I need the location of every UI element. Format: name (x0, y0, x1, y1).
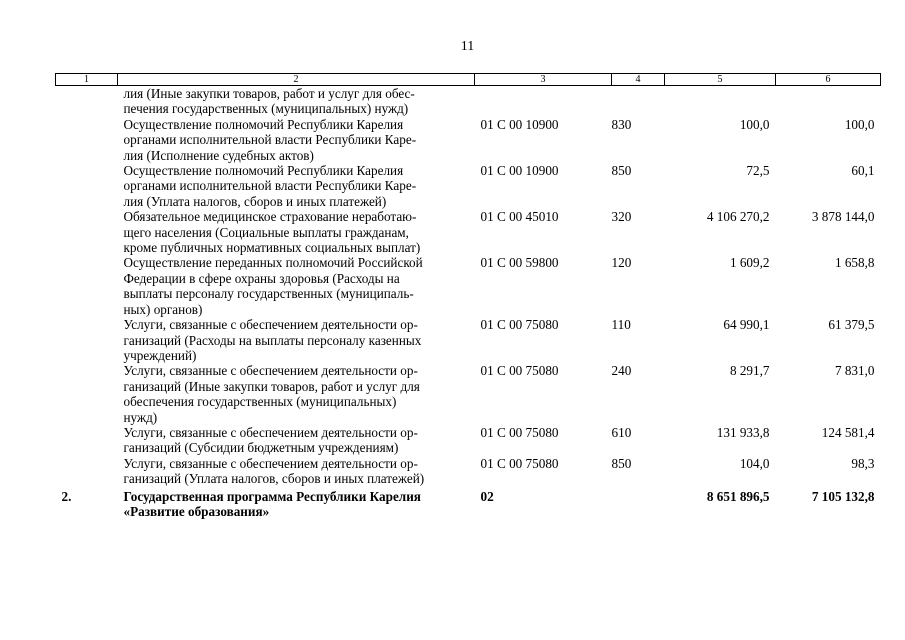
column-header-3: 3 (475, 74, 612, 86)
item-name-line: лия (Исполнение судебных актов) (123, 147, 314, 163)
row-number-cell (56, 317, 118, 363)
item-name-cell (118, 425, 475, 456)
table-row (56, 117, 881, 163)
row-number-cell (56, 425, 118, 456)
table-row (56, 255, 881, 317)
item-name-line: Федерации в сфере охраны здоровья (Расходы на (123, 270, 400, 286)
amount-1-cell: 72,5 (746, 163, 770, 179)
item-name-line: органами исполнительной власти Республики Каре- (123, 178, 417, 194)
item-name-cell (118, 487, 475, 520)
target-article-code-cell (475, 86, 612, 117)
item-name-line: щего населения (Социальные выплаты гражданам, (123, 224, 409, 240)
amount-2-cell: 98,3 (851, 455, 875, 471)
target-article-code-cell: 01 С 00 10900 (480, 163, 559, 179)
item-name-cell (118, 363, 475, 425)
target-article-code-cell: 01 С 00 75080 (480, 424, 559, 440)
amount-1-cell: 8 651 896,5 (706, 488, 770, 504)
item-name-line: обеспечения государственных (муниципальных) (123, 394, 397, 410)
column-number-header (56, 74, 881, 86)
item-name-line: Обязательное медицинское страхование неработаю- (123, 209, 417, 225)
row-number-cell (56, 255, 118, 317)
target-article-code-cell: 02 (480, 488, 494, 504)
column-header-2: 2 (118, 74, 475, 86)
amount-1-cell: 104,0 (739, 455, 770, 471)
item-name-line: Осуществление переданных полномочий Российской (123, 255, 423, 271)
table-row (56, 487, 881, 520)
row-number-cell (56, 117, 118, 163)
item-name-cell (118, 255, 475, 317)
table-body (56, 86, 881, 520)
amount-2-cell: 1 658,8 (834, 255, 875, 271)
target-article-code-cell: 01 С 00 59800 (480, 255, 559, 271)
target-article-code-cell: 01 С 00 75080 (480, 363, 559, 379)
table-row (56, 86, 881, 117)
amount-2-cell (776, 86, 881, 117)
amount-1-cell (665, 86, 776, 117)
item-name-line: ганизаций (Субсидии бюджетным учреждениям) (123, 440, 399, 456)
item-name-line: Услуги, связанные с обеспечением деятельности ор- (123, 455, 418, 471)
item-name-line: «Развитие образования» (123, 503, 270, 519)
row-number-cell (56, 456, 118, 487)
item-name-line: лия (Уплата налогов, сборов и иных платежей) (123, 193, 387, 209)
expense-type-cell: 120 (611, 255, 632, 271)
item-name-line: ганизаций (Расходы на выплаты персоналу казенных (123, 332, 422, 348)
amount-1-cell: 100,0 (739, 116, 770, 132)
item-name-line: ных) органов) (123, 301, 203, 317)
amount-2-cell: 3 878 144,0 (811, 209, 875, 225)
item-name-line: Услуги, связанные с обеспечением деятельности ор- (123, 317, 418, 333)
item-name-cell (118, 456, 475, 487)
expense-type-cell (612, 487, 665, 520)
row-number-cell (56, 363, 118, 425)
item-name-line: печения государственных (муниципальных) нужд) (123, 101, 409, 117)
row-number-cell (56, 209, 118, 255)
item-name-cell (118, 163, 475, 209)
row-number-cell (56, 86, 118, 117)
column-header-1: 1 (56, 74, 118, 86)
amount-2-cell: 61 379,5 (828, 317, 875, 333)
amount-1-cell: 64 990,1 (723, 317, 770, 333)
amount-2-cell: 100,0 (844, 116, 875, 132)
item-name-line: Осуществление полномочий Республики Карелия (123, 163, 404, 179)
column-header-4: 4 (612, 74, 665, 86)
target-article-code-cell: 01 С 00 75080 (480, 317, 559, 333)
item-name-cell (118, 317, 475, 363)
item-name-line: нужд) (123, 409, 158, 425)
table-row (56, 317, 881, 363)
amount-1-cell: 131 933,8 (716, 424, 770, 440)
item-name-line: органами исполнительной власти Республики Каре- (123, 132, 417, 148)
amount-1-cell: 1 609,2 (729, 255, 770, 271)
amount-2-cell: 124 581,4 (821, 424, 875, 440)
item-name-line: ганизаций (Иные закупки товаров, работ и услуг для (123, 378, 420, 394)
expense-type-cell: 610 (611, 424, 632, 440)
expense-type-cell: 320 (611, 209, 632, 225)
item-name-line: выплаты персоналу государственных (муниципаль- (123, 286, 414, 302)
item-name-line: учреждений) (123, 347, 197, 363)
row-number-cell: 2. (61, 488, 72, 504)
item-name-line: ганизаций (Уплата налогов, сборов и иных платежей) (123, 471, 425, 487)
budget-table (55, 73, 881, 519)
item-name-cell (118, 86, 475, 117)
row-number-cell (56, 163, 118, 209)
target-article-code-cell: 01 С 00 45010 (480, 209, 559, 225)
column-header-5: 5 (665, 74, 776, 86)
page-number: 11 (460, 39, 475, 54)
item-name-line: Государственная программа Республики Карелия (123, 488, 421, 504)
table-row (56, 456, 881, 487)
item-name-cell (118, 117, 475, 163)
table-row (56, 163, 881, 209)
table-row (56, 363, 881, 425)
table-row (56, 209, 881, 255)
amount-1-cell: 8 291,7 (729, 363, 770, 379)
expense-type-cell: 850 (611, 455, 632, 471)
expense-type-cell: 110 (611, 317, 631, 333)
item-name-line: лия (Иные закупки товаров, работ и услуг для обес- (123, 86, 415, 101)
item-name-line: Осуществление полномочий Республики Карелия (123, 116, 404, 132)
expense-type-cell (612, 86, 665, 117)
item-name-cell (118, 209, 475, 255)
target-article-code-cell: 01 С 00 10900 (480, 116, 559, 132)
item-name-line: кроме публичных нормативных социальных выплат) (123, 240, 421, 256)
item-name-line: Услуги, связанные с обеспечением деятельности ор- (123, 424, 418, 440)
expense-type-cell: 830 (611, 116, 632, 132)
amount-2-cell: 7 831,0 (834, 363, 875, 379)
amount-2-cell: 60,1 (851, 163, 875, 179)
column-header-6: 6 (776, 74, 881, 86)
expense-type-cell: 850 (611, 163, 632, 179)
table-row (56, 425, 881, 456)
item-name-line: Услуги, связанные с обеспечением деятельности ор- (123, 363, 418, 379)
amount-2-cell: 7 105 132,8 (811, 488, 875, 504)
amount-1-cell: 4 106 270,2 (706, 209, 770, 225)
target-article-code-cell: 01 С 00 75080 (480, 455, 559, 471)
expense-type-cell: 240 (611, 363, 632, 379)
